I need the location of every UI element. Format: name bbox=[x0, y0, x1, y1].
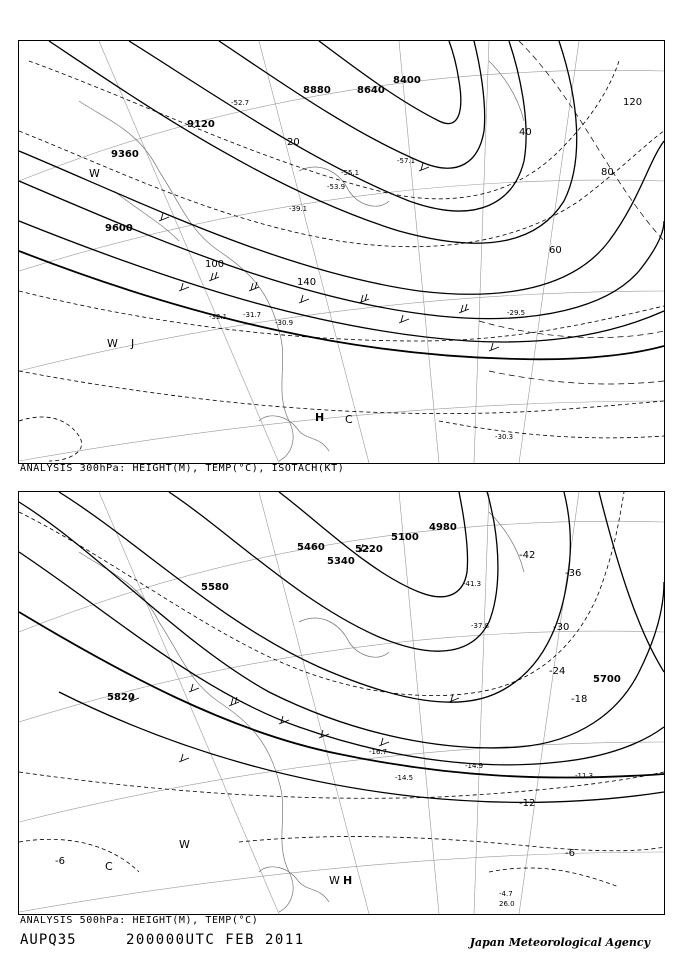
height-label: 5220 bbox=[355, 544, 383, 555]
height-label: 8640 bbox=[357, 85, 385, 96]
height-label: 8880 bbox=[303, 85, 331, 96]
temp-label: -12 bbox=[519, 798, 536, 809]
temp-label: -30 bbox=[553, 622, 570, 633]
obs-label: -37.8 bbox=[471, 622, 490, 630]
temp-label: -6 bbox=[55, 856, 65, 867]
temp-label: -57.1 bbox=[397, 157, 416, 165]
coastlines bbox=[79, 61, 524, 461]
jet-marker: J bbox=[131, 337, 135, 350]
cold-center-marker: C bbox=[345, 413, 353, 426]
temp-labels bbox=[55, 550, 587, 867]
chart-300hpa bbox=[18, 40, 665, 464]
obs-label: -11.3 bbox=[575, 772, 594, 780]
temp-label: -30.3 bbox=[495, 433, 514, 441]
warm-center-marker: W bbox=[89, 167, 100, 180]
temp-label: -29.5 bbox=[507, 309, 526, 317]
coastlines bbox=[79, 512, 524, 912]
height-contours bbox=[19, 492, 664, 802]
chart-500hpa bbox=[18, 491, 665, 915]
height-label: 5820 bbox=[107, 692, 135, 703]
isotach-label: 140 bbox=[297, 277, 317, 288]
temp-label: -30.9 bbox=[275, 319, 294, 327]
temp-label: -42 bbox=[519, 550, 536, 561]
height-label: 5700 bbox=[593, 674, 621, 685]
agency-name: Japan Meteorological Agency bbox=[469, 936, 650, 949]
height-contours bbox=[19, 41, 664, 359]
isotherms bbox=[19, 492, 664, 887]
warm-center-marker: W bbox=[179, 838, 190, 851]
center-markers bbox=[105, 838, 352, 887]
isotach-label: 60 bbox=[549, 245, 562, 256]
isotach-label: 40 bbox=[519, 127, 532, 138]
graticule bbox=[19, 41, 664, 463]
height-label: 5580 bbox=[201, 582, 229, 593]
height-label: 5340 bbox=[327, 556, 355, 567]
high-center-marker: H bbox=[343, 874, 353, 887]
obs-label: -16.7 bbox=[369, 748, 388, 756]
chart-500hpa-caption: ANALYSIS 500hPa: HEIGHT(M), TEMP(°C) bbox=[20, 915, 259, 926]
temp-label: -53.9 bbox=[327, 183, 346, 191]
center-markers bbox=[89, 167, 353, 426]
obs-label: -14.5 bbox=[395, 774, 414, 782]
high-center-marker: H bbox=[315, 411, 325, 424]
height-label: 9120 bbox=[187, 119, 215, 130]
height-label: 5100 bbox=[391, 532, 419, 543]
chart-500hpa-canvas bbox=[19, 492, 664, 914]
temp-label: -52.7 bbox=[231, 99, 250, 107]
warm-center-marker: W bbox=[107, 337, 118, 350]
height-labels bbox=[107, 522, 621, 703]
cold-center-marker: C bbox=[105, 860, 113, 873]
temp-label: -18 bbox=[571, 694, 588, 705]
chart-300hpa-canvas bbox=[19, 41, 664, 463]
temp-label: -24 bbox=[549, 666, 566, 677]
isotach-label: 80 bbox=[601, 167, 614, 178]
temp-label: -32.1 bbox=[209, 313, 228, 321]
height-label: 8400 bbox=[393, 75, 421, 86]
height-label: 4980 bbox=[429, 522, 457, 533]
temp-label: -31.7 bbox=[243, 311, 262, 319]
height-label: 5460 bbox=[297, 542, 325, 553]
wind-barbs bbox=[159, 163, 499, 351]
height-labels bbox=[105, 75, 421, 234]
wind-barbs bbox=[129, 544, 459, 762]
isotach-label: 20 bbox=[287, 137, 300, 148]
obs-label: -4.7 bbox=[499, 890, 513, 898]
isotach-label: 100 bbox=[205, 259, 225, 270]
temp-label: -39.1 bbox=[289, 205, 308, 213]
temp-label: -6 bbox=[565, 848, 575, 859]
valid-time: 200000UTC FEB 2011 bbox=[126, 932, 305, 948]
height-label: 9360 bbox=[111, 149, 139, 160]
isotach-label: 120 bbox=[623, 97, 643, 108]
chart-id: AUPQ35 bbox=[20, 932, 77, 948]
obs-label: 26.0 bbox=[499, 900, 515, 908]
temp-label: -55.1 bbox=[341, 169, 360, 177]
chart-300hpa-caption: ANALYSIS 300hPa: HEIGHT(M), TEMP(°C), ISOTACH(KT) bbox=[20, 463, 345, 474]
height-label: 9600 bbox=[105, 223, 133, 234]
obs-label: -14.9 bbox=[465, 762, 484, 770]
warm-center-marker: W bbox=[329, 874, 340, 887]
temp-label: -36 bbox=[565, 568, 582, 579]
obs-label: -41.3 bbox=[463, 580, 482, 588]
